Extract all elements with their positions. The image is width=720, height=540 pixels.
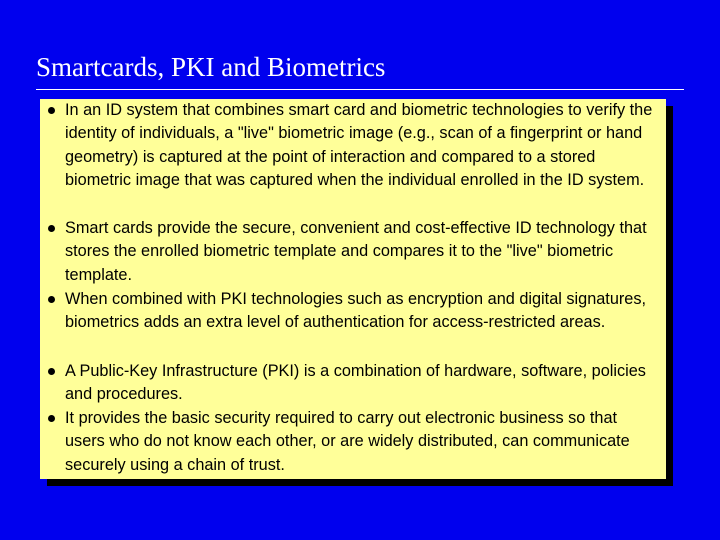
bullet-text-3: When combined with PKI technologies such as encryption and digital signatures, biometrics adds an extra level of authentication for access-restricted areas. xyxy=(65,290,647,332)
bullet-dot-icon xyxy=(48,415,55,422)
bullet-item-4 xyxy=(40,360,658,407)
bullet-item-1 xyxy=(40,99,658,193)
bullet-text-1: In an ID system that combines smart card and biometric technologies to verify the identity of individuals, a "live" biometric image (e.g., scan of a fingerprint or hand geometry) is captured at the point of interaction and compared to a stored biometric image that was captured when the individual enrolled in the ID system. xyxy=(65,101,653,190)
bullet-text-4: A Public-Key Infrastructure (PKI) is a combination of hardware, software, policies and procedures. xyxy=(65,362,646,404)
title-rule xyxy=(36,89,684,90)
bullet-text-2: Smart cards provide the secure, convenient and cost-effective ID technology that stores the enrolled biometric template and compares it to the "live" biometric template. xyxy=(65,219,647,284)
bullet-dot-icon xyxy=(48,368,55,375)
bullet-item-5 xyxy=(40,407,658,477)
bullet-text-5: It provides the basic security required to carry out electronic business so that users who do not know each other, or are widely distributed, can communicate securely using a chain of trust. xyxy=(65,409,630,474)
bullet-item-2 xyxy=(40,217,658,287)
slide-title: Smartcards, PKI and Biometrics xyxy=(36,52,386,82)
bullet-dot-icon xyxy=(48,107,55,114)
bullet-dot-icon xyxy=(48,296,55,303)
bullet-dot-icon xyxy=(48,225,55,232)
bullet-item-3 xyxy=(40,288,658,335)
content-panel xyxy=(40,99,666,479)
